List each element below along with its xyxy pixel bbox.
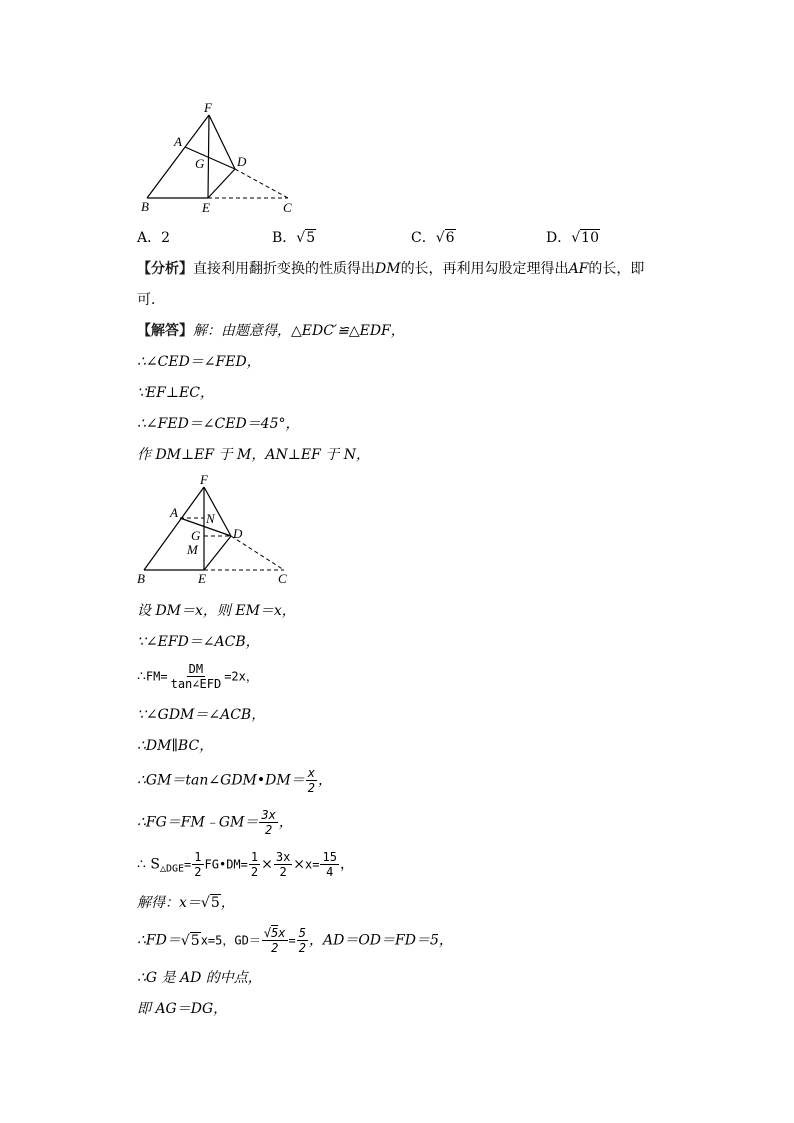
fig2-label-m: M	[187, 542, 198, 557]
fig1-label-a: A	[174, 134, 182, 149]
solution-line-3: ∵EF⊥EC，	[137, 385, 214, 401]
fig2-label-n: N	[206, 511, 215, 526]
fig1-label-e: E	[202, 200, 210, 215]
fig2-label-b: B	[137, 571, 145, 586]
solution-line-14: 解得：x＝√5，	[137, 895, 235, 911]
solution-line-13: ∴ $S_{\triangle DGE}=$ $\frac{1}{2}$ FG•DM= $\frac{1}{2}$ × $\frac{3x}{2}$ ×x= $\frac{15}{4}$ ，	[137, 850, 354, 879]
solution-line-2: ∴∠CED＝∠FED，	[137, 354, 261, 370]
fig2-label-e: E	[198, 571, 206, 586]
fig2-label-g: G	[191, 528, 201, 543]
sqrt-6: √6	[435, 230, 455, 246]
analysis-line-1: 【分析】直接利用翻折变换的性质得出DM的长，再利用勾股定理得出AF的长，即	[137, 261, 645, 277]
fig1-label-b: B	[141, 199, 149, 214]
solution-line-10: ∴DM∥BC，	[137, 738, 214, 754]
fig1-label-d: D	[237, 154, 247, 169]
solution-line-15: ∴FD＝√5x=5，GD＝ $\frac{√5x}{2}$ = $\frac{5}{2}$ ，AD＝OD＝FD＝5，	[137, 926, 453, 955]
solution-line-9: ∵∠GDM＝∠ACB，	[137, 707, 266, 723]
solution-line-6: 设 DM＝x，则 EM＝x，	[137, 603, 296, 619]
fig2-label-f: F	[200, 472, 208, 487]
fig1-label-c: C	[283, 200, 292, 215]
solution-line-11: ∴GM＝tan∠GDM•DM＝ $\frac{x}{2}$ ，	[137, 766, 332, 795]
figure-1	[138, 100, 308, 218]
choice-c: C．√6	[411, 230, 455, 246]
fig1-label-f: F	[204, 100, 212, 115]
choice-b: B．√5	[272, 230, 316, 246]
solution-line-1: 【解答】解：由题意得，△EDC′≌△EDF，	[137, 323, 405, 339]
solution-line-5: 作 DM⊥EF 于 M，AN⊥EF 于 N，	[137, 447, 370, 463]
analysis-tag: 【分析】	[137, 261, 193, 277]
fig2-label-d: D	[233, 526, 243, 541]
sqrt-5: √5	[296, 230, 316, 246]
analysis-line-2: 可．	[137, 292, 165, 308]
fig2-label-c: C	[278, 571, 287, 586]
fig2-label-a: A	[170, 505, 178, 520]
solution-line-16: ∴G 是 AD 的中点，	[137, 970, 262, 986]
figure-2	[134, 473, 304, 588]
solution-tag: 【解答】	[137, 323, 193, 339]
solution-line-4: ∴∠FED＝∠CED＝45°，	[137, 416, 300, 432]
fraction-dm-over-tan: $\frac{DM}{\text{tan∠EFD}}$	[170, 662, 222, 691]
solution-line-12: ∴FG＝FM﹣GM＝ $\frac{3x}{2}$ ，	[137, 808, 293, 837]
sqrt-10: √10	[571, 230, 599, 246]
solution-line-17: 即 AG＝DG，	[137, 1001, 228, 1017]
choice-d: D．√10	[546, 230, 599, 246]
fig1-label-g: G	[195, 156, 205, 171]
solution-line-7: ∵∠EFD＝∠ACB，	[137, 634, 260, 650]
solution-line-8: ∴FM= $\frac{DM}{\text{tan∠EFD}}$ =2x，	[137, 662, 258, 691]
choice-a: A．2	[137, 230, 171, 246]
